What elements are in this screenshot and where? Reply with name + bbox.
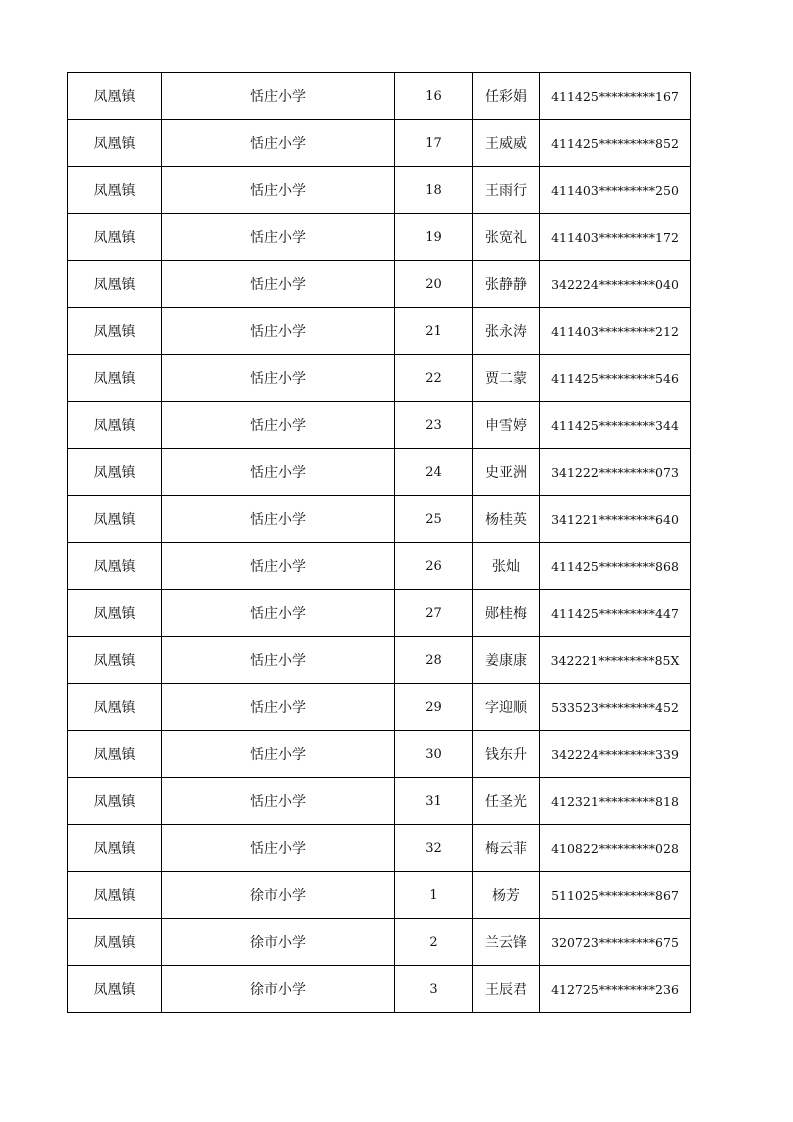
person-name-cell: 杨芳 (473, 872, 540, 919)
number-cell: 2 (395, 919, 473, 966)
id-number-cell: 411425*********852 (540, 120, 691, 167)
person-name-cell: 任彩娟 (473, 73, 540, 120)
number-cell: 25 (395, 496, 473, 543)
person-name-cell: 郧桂梅 (473, 590, 540, 637)
number-cell: 19 (395, 214, 473, 261)
id-number-cell: 411425*********546 (540, 355, 691, 402)
town-cell: 凤凰镇 (68, 731, 162, 778)
school-cell: 恬庄小学 (162, 543, 395, 590)
table-row (68, 73, 691, 120)
table-row (68, 684, 691, 731)
table-row (68, 167, 691, 214)
school-cell: 恬庄小学 (162, 449, 395, 496)
id-number-cell: 412321*********818 (540, 778, 691, 825)
table-row (68, 778, 691, 825)
person-name-cell: 贾二蒙 (473, 355, 540, 402)
person-name-cell: 字迎顺 (473, 684, 540, 731)
number-cell: 23 (395, 402, 473, 449)
table-row (68, 872, 691, 919)
school-cell: 徐市小学 (162, 919, 395, 966)
id-number-cell: 411403*********212 (540, 308, 691, 355)
number-cell: 16 (395, 73, 473, 120)
person-name-cell: 王威威 (473, 120, 540, 167)
table-row (68, 496, 691, 543)
person-name-cell: 王雨行 (473, 167, 540, 214)
town-cell: 凤凰镇 (68, 167, 162, 214)
table-row (68, 590, 691, 637)
table-row (68, 637, 691, 684)
school-cell: 恬庄小学 (162, 261, 395, 308)
school-cell: 恬庄小学 (162, 731, 395, 778)
person-name-cell: 张宽礼 (473, 214, 540, 261)
table-row (68, 966, 691, 1013)
town-cell: 凤凰镇 (68, 637, 162, 684)
number-cell: 21 (395, 308, 473, 355)
school-cell: 恬庄小学 (162, 167, 395, 214)
school-cell: 恬庄小学 (162, 825, 395, 872)
school-cell: 恬庄小学 (162, 214, 395, 261)
number-cell: 17 (395, 120, 473, 167)
town-cell: 凤凰镇 (68, 73, 162, 120)
person-name-cell: 兰云锋 (473, 919, 540, 966)
id-number-cell: 411425*********868 (540, 543, 691, 590)
town-cell: 凤凰镇 (68, 825, 162, 872)
town-cell: 凤凰镇 (68, 778, 162, 825)
number-cell: 20 (395, 261, 473, 308)
school-cell: 恬庄小学 (162, 637, 395, 684)
person-name-cell: 王辰君 (473, 966, 540, 1013)
table-row (68, 355, 691, 402)
school-cell: 徐市小学 (162, 966, 395, 1013)
number-cell: 26 (395, 543, 473, 590)
id-number-cell: 342224*********040 (540, 261, 691, 308)
person-name-cell: 杨桂英 (473, 496, 540, 543)
school-cell: 恬庄小学 (162, 73, 395, 120)
person-name-cell: 张静静 (473, 261, 540, 308)
person-name-cell: 张永涛 (473, 308, 540, 355)
person-name-cell: 梅云菲 (473, 825, 540, 872)
id-number-cell: 411403*********172 (540, 214, 691, 261)
town-cell: 凤凰镇 (68, 496, 162, 543)
id-number-cell: 342224*********339 (540, 731, 691, 778)
town-cell: 凤凰镇 (68, 966, 162, 1013)
number-cell: 18 (395, 167, 473, 214)
person-name-cell: 姜康康 (473, 637, 540, 684)
id-number-cell: 411425*********447 (540, 590, 691, 637)
town-cell: 凤凰镇 (68, 919, 162, 966)
town-cell: 凤凰镇 (68, 684, 162, 731)
school-cell: 恬庄小学 (162, 684, 395, 731)
number-cell: 32 (395, 825, 473, 872)
town-cell: 凤凰镇 (68, 449, 162, 496)
table-row (68, 120, 691, 167)
roster-table (67, 72, 691, 1013)
id-number-cell: 341221*********640 (540, 496, 691, 543)
roster-sheet (67, 72, 690, 1013)
town-cell: 凤凰镇 (68, 590, 162, 637)
town-cell: 凤凰镇 (68, 543, 162, 590)
school-cell: 恬庄小学 (162, 120, 395, 167)
number-cell: 3 (395, 966, 473, 1013)
roster-table-body (68, 73, 691, 1013)
table-row (68, 449, 691, 496)
person-name-cell: 任圣光 (473, 778, 540, 825)
town-cell: 凤凰镇 (68, 355, 162, 402)
number-cell: 1 (395, 872, 473, 919)
table-row (68, 261, 691, 308)
number-cell: 31 (395, 778, 473, 825)
number-cell: 22 (395, 355, 473, 402)
school-cell: 恬庄小学 (162, 402, 395, 449)
school-cell: 恬庄小学 (162, 590, 395, 637)
town-cell: 凤凰镇 (68, 402, 162, 449)
town-cell: 凤凰镇 (68, 120, 162, 167)
table-row (68, 402, 691, 449)
id-number-cell: 533523*********452 (540, 684, 691, 731)
id-number-cell: 411425*********344 (540, 402, 691, 449)
town-cell: 凤凰镇 (68, 261, 162, 308)
town-cell: 凤凰镇 (68, 214, 162, 261)
number-cell: 28 (395, 637, 473, 684)
id-number-cell: 511025*********867 (540, 872, 691, 919)
table-row (68, 825, 691, 872)
id-number-cell: 411403*********250 (540, 167, 691, 214)
town-cell: 凤凰镇 (68, 308, 162, 355)
number-cell: 27 (395, 590, 473, 637)
number-cell: 24 (395, 449, 473, 496)
id-number-cell: 320723*********675 (540, 919, 691, 966)
person-name-cell: 史亚洲 (473, 449, 540, 496)
person-name-cell: 申雪婷 (473, 402, 540, 449)
school-cell: 恬庄小学 (162, 355, 395, 402)
table-row (68, 214, 691, 261)
school-cell: 恬庄小学 (162, 496, 395, 543)
school-cell: 徐市小学 (162, 872, 395, 919)
number-cell: 30 (395, 731, 473, 778)
id-number-cell: 412725*********236 (540, 966, 691, 1013)
table-row (68, 543, 691, 590)
table-row (68, 919, 691, 966)
number-cell: 29 (395, 684, 473, 731)
person-name-cell: 张灿 (473, 543, 540, 590)
school-cell: 恬庄小学 (162, 778, 395, 825)
id-number-cell: 342221*********85X (540, 637, 691, 684)
school-cell: 恬庄小学 (162, 308, 395, 355)
town-cell: 凤凰镇 (68, 872, 162, 919)
table-row (68, 308, 691, 355)
person-name-cell: 钱东升 (473, 731, 540, 778)
table-row (68, 731, 691, 778)
id-number-cell: 341222*********073 (540, 449, 691, 496)
id-number-cell: 411425*********167 (540, 73, 691, 120)
id-number-cell: 410822*********028 (540, 825, 691, 872)
